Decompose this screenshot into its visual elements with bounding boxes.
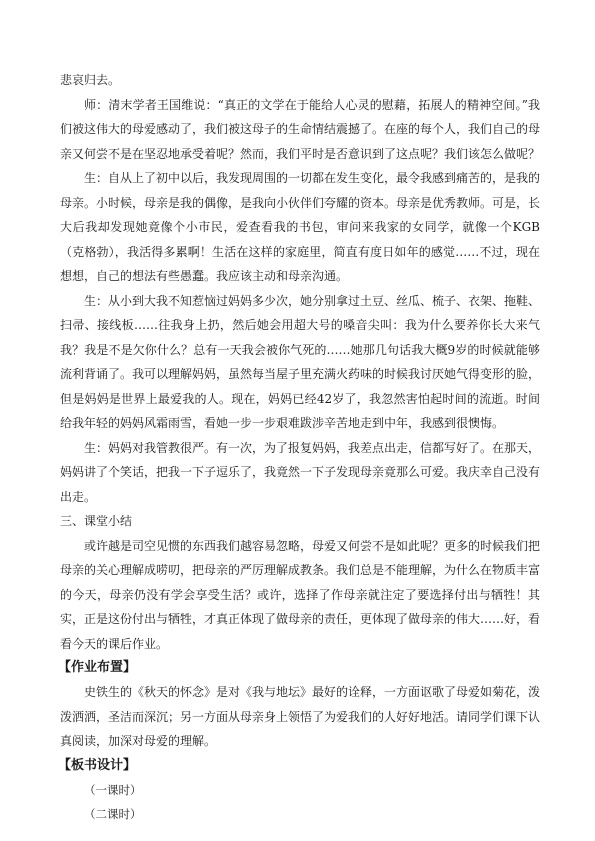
student-paragraph-2: 生：从小到大我不知惹恼过妈妈多少次，她分别拿过土豆、丝瓜、梳子、衣架、拖鞋、扫帚、接线板……往我身上扔，然后她会用超大号的嗓音尖叫：我为什么要养你长大来气我？我是不是欠你什么？总有一天我会被你气死的……她那几句话我大概9岁的时候就能够流利背诵了。我可以理解妈妈，虽然每当屋子里充满火药味的时候我讨厌她气得变形的脸，但是妈妈是世界上最爱我的人。现在，妈妈已经42岁了，我忽然害怕起时间的流逝。时间给我年轻的妈妈风霜雨雪，看她一步一步艰难跋涉辛苦地走到中年，我感到很懊悔。 [60,293,541,430]
section-title-summary: 三、课堂小结 [60,514,133,528]
board-item-lesson-1: （一课时） [84,782,142,797]
paragraph-continuation: 悲哀归去。 [60,73,121,87]
homework-paragraph: 史铁生的《秋天的怀念》是对《我与地坛》最好的诠释，一方面讴歌了母爱如菊花，泼泼洒洒，圣洁而深沉；另一方面从母亲身上领悟了为爱我们的人好好地活。请同学们课下认真阅读，加深对母爱的理解。 [60,685,541,748]
teacher-paragraph: 师：清末学者王国维说：“真正的文学在于能给人心灵的慰藉，拓展人的精神空间。”我们被这伟大的母爱感动了，我们被这母子的生命情结震撼了。在座的每个人，我们自己的母亲又何尝不是在坚忍地承受着呢？然而，我们平时是否意识到了这点呢？我们该怎么做呢？ [60,97,541,161]
board-item-lesson-2: （二课时） [84,806,142,821]
summary-paragraph: 或许越是司空见惯的东西我们越容易忽略，母爱又何尝不是如此呢？更多的时候我们把母亲的关心理解成唠叨，把母亲的严厉理解成教条。我们总是不能理解，为什么在物质丰富的今天，母亲仍没有学会享受生活？或许，选择了作母亲就注定了要选择付出与牺牲！其实，正是这份付出与牺牲，才真正体现了做母亲的责任，更体现了做母亲的伟大……好，看看今天的课后作业。 [60,538,541,651]
board-design-heading: 【板书设计】 [58,757,137,773]
document-page [60,68,540,826]
student-paragraph-1: 生：自从上了初中以后，我发现周围的一切都在发生变化，最令我感到痛苦的，是我的母亲。小时候，母亲是我的偶像，是我向小伙伴们夸耀的资本。母亲是优秀教师。可是，长大后我却发现她竟像个小市民，爱查看我的书包，审问来我家的女同学，就像一个KGB（克格勃），我活得多累啊！生活在这样的家庭里，简直有度日如年的感觉……不过，现在想想，自己的想法有些愚蠢。我应该主动和母亲沟通。 [60,171,541,283]
student-paragraph-3: 生：妈妈对我管教很严。有一次，为了报复妈妈，我差点出走，信都写好了。在那天，妈妈讲了个笑话，把我一下子逗乐了，我竟然一下子发现母亲竟那么可爱。我庆幸自己没有出走。 [60,440,541,504]
homework-heading: 【作业布置】 [58,660,137,675]
